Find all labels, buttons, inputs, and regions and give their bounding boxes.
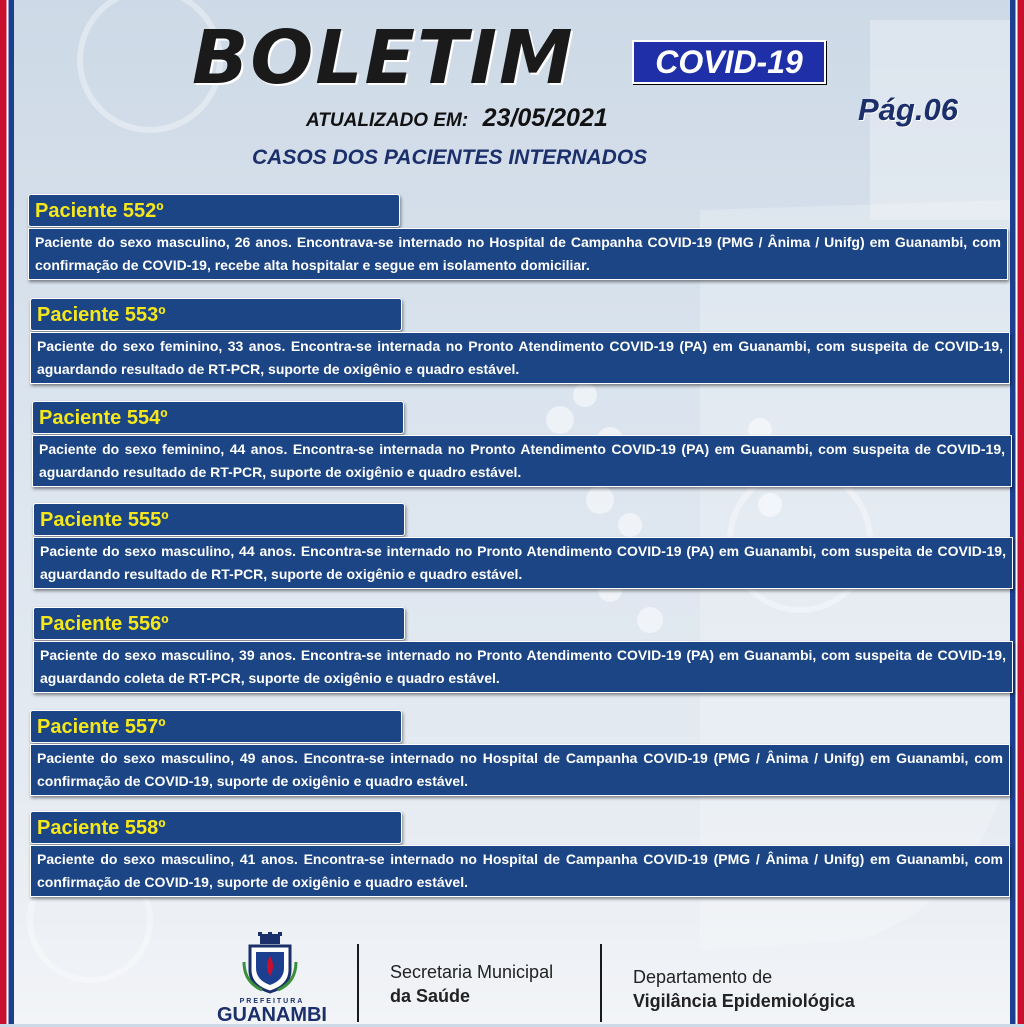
border-stripe-right bbox=[1010, 0, 1024, 1024]
department-line1: Departamento de bbox=[633, 967, 773, 987]
patient-label: Paciente 556º bbox=[33, 607, 405, 640]
header bbox=[192, 15, 575, 101]
border-stripe-left bbox=[0, 0, 14, 1024]
page-title: BOLETIM bbox=[192, 15, 575, 101]
page-number: Pág.06 bbox=[858, 92, 958, 127]
patient-description: Paciente do sexo masculino, 49 anos. Encontra-se internado no Hospital de Campanha COVID-19 (PMG / Ânima / Unifg) em Guanambi, com confirmação de COVID-19, suporte de oxigênio e quadro estável. bbox=[30, 744, 1010, 796]
updated-line bbox=[306, 104, 608, 133]
patient-label: Paciente 555º bbox=[33, 503, 405, 536]
footer-divider bbox=[357, 944, 359, 1022]
patient-description: Paciente do sexo masculino, 41 anos. Encontra-se internado no Hospital de Campanha COVID-19 (PMG / Ânima / Unifg) em Guanambi, com confirmação de COVID-19, suporte de oxigênio e quadro estável. bbox=[30, 845, 1010, 897]
logo-prefeitura-text: PREFEITURA bbox=[239, 998, 305, 1005]
patient-description: Paciente do sexo masculino, 44 anos. Encontra-se internado no Pronto Atendimento COVID-19 (PA) em Guanambi, com suspeita de COVID-19, aguardando resultado de RT-PCR, suporte de oxigênio e quadro estável. bbox=[33, 537, 1013, 589]
secretaria-block bbox=[390, 960, 553, 1008]
prefeitura-logo bbox=[212, 928, 332, 1026]
patient-description: Paciente do sexo masculino, 26 anos. Encontrava-se internado no Hospital de Campanha COVID-19 (PMG / Ânima / Unifg) em Guanambi, com confirmação de COVID-19, recebe alta hospitalar e segue em isolamento domiciliar. bbox=[28, 228, 1008, 280]
patient-description: Paciente do sexo feminino, 44 anos. Encontra-se internada no Pronto Atendimento COVID-19 (PA) em Guanambi, com suspeita de COVID-19, aguardando resultado de RT-PCR, suporte de oxigênio e quadro estável. bbox=[32, 435, 1012, 487]
section-subtitle: CASOS DOS PACIENTES INTERNADOS bbox=[252, 146, 648, 169]
patient-label: Paciente 557º bbox=[30, 710, 402, 743]
patient-label: Paciente 552º bbox=[28, 194, 400, 227]
patient-label: Paciente 558º bbox=[30, 811, 402, 844]
logo-city-name: GUANAMBI bbox=[217, 1004, 327, 1026]
updated-label: ATUALIZADO EM: bbox=[306, 110, 469, 131]
patient-description: Paciente do sexo masculino, 39 anos. Encontra-se internado no Pronto Atendimento COVID-19 (PA) em Guanambi, com suspeita de COVID-19, aguardando coleta de RT-PCR, suporte de oxigênio e quadro estável. bbox=[33, 641, 1013, 693]
footer-divider bbox=[600, 944, 602, 1022]
department-block bbox=[633, 965, 855, 1013]
department-line2: Vigilância Epidemiológica bbox=[633, 991, 855, 1011]
secretaria-line2: da Saúde bbox=[390, 986, 471, 1006]
patient-label: Paciente 554º bbox=[32, 401, 404, 434]
patient-description: Paciente do sexo feminino, 33 anos. Encontra-se internada no Pronto Atendimento COVID-19 (PA) em Guanambi, com suspeita de COVID-19, aguardando resultado de RT-PCR, suporte de oxigênio e quadro estável. bbox=[30, 332, 1010, 384]
updated-date: 23/05/2021 bbox=[482, 104, 608, 132]
patient-label: Paciente 553º bbox=[30, 298, 402, 331]
secretaria-line1: Secretaria Municipal bbox=[390, 962, 554, 982]
covid-badge: COVID-19 bbox=[632, 40, 826, 84]
city-crest-icon bbox=[242, 932, 298, 994]
